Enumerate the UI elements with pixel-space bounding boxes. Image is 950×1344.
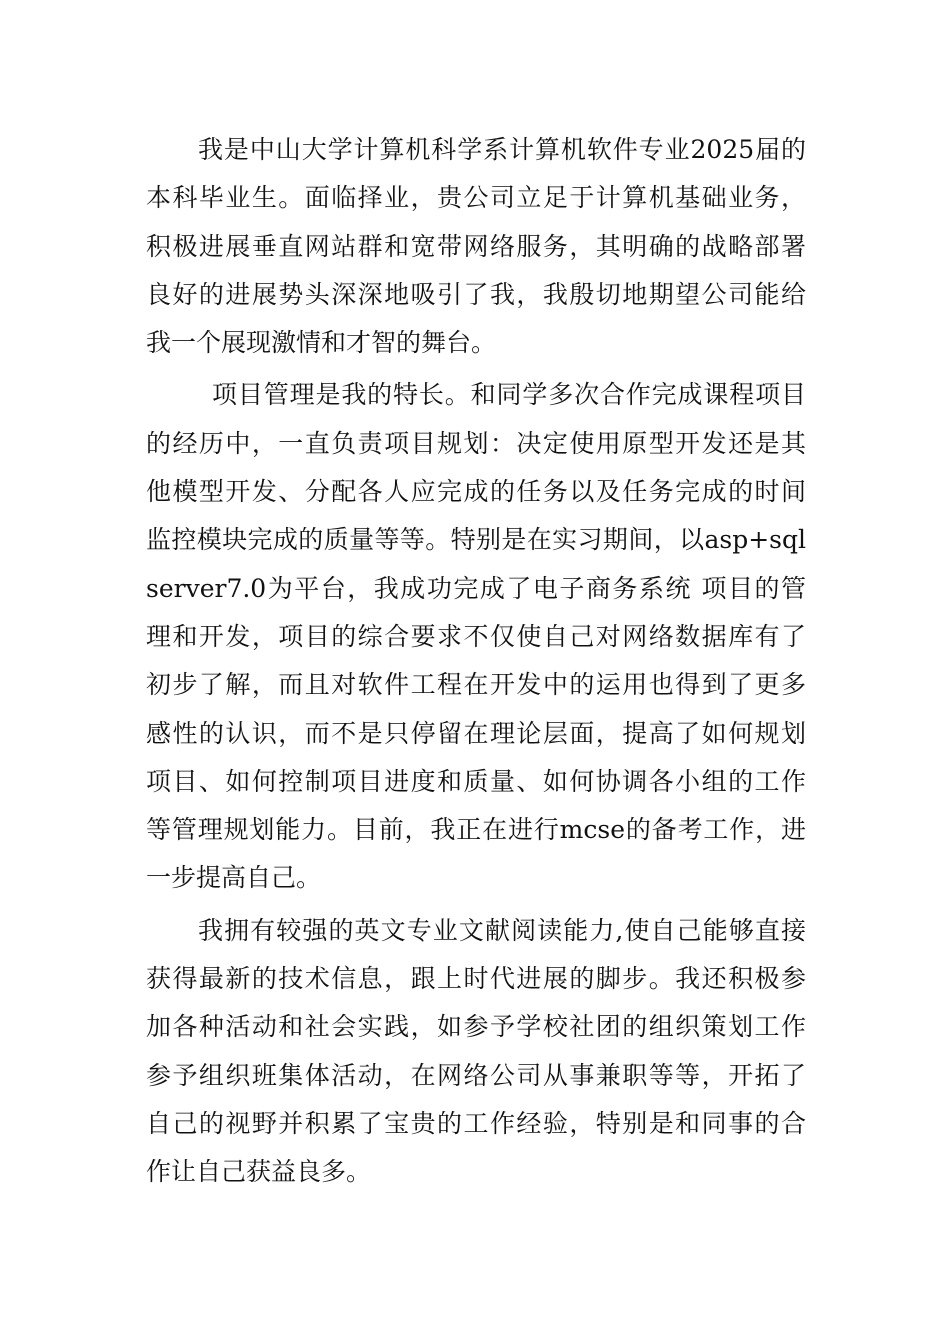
paragraph-line: server7.0为平台，我成功完成了电子商务系统 项目的管 [146,573,806,603]
paragraph-line: 我是中山大学计算机科学系计算机软件专业2025届的 [198,135,806,164]
paragraph-line: 等管理规划能力。目前，我正在进行mcse的备考工作，进 [146,815,806,845]
paragraph-line: 获得最新的技术信息，跟上时代进展的脚步。我还积极参 [146,964,806,994]
paragraph-line: 本科毕业生。面临择业，贵公司立足于计算机基础业务， [146,183,806,213]
paragraph-english-ability [146,907,806,1197]
paragraph-intro [146,126,806,367]
paragraph-line: 他模型开发、分配各人应完成的任务以及任务完成的时间 [146,477,806,507]
paragraph-line: 作让自己获益良多。 [146,1157,372,1187]
paragraph-line: 项目、如何控制项目进度和质量、如何协调各小组的工作 [146,766,806,796]
paragraph-line: 感性的认识，而不是只停留在理论层面，提高了如何规划 [146,718,806,748]
paragraph-line: 良好的进展势头深深地吸引了我，我殷切地期望公司能给 [146,279,806,309]
paragraph-line: 我拥有较强的英文专业文献阅读能力,使自己能够直接 [198,915,806,945]
paragraph-line: 一步提高自己。 [146,863,322,893]
paragraph-line: 的经历中，一直负责项目规划：决定使用原型开发还是其 [146,428,806,458]
paragraph-project-management [146,371,806,902]
paragraph-line: 积极进展垂直网站群和宽带网络服务，其明确的战略部署 [146,231,806,261]
paragraph-line: 监控模块完成的质量等等。特别是在实习期间，以asp+sql [146,525,806,555]
document-body [146,126,806,1197]
paragraph-line: 项目管理是我的特长。和同学多次合作完成课程项目 [212,380,806,410]
paragraph-line: 加各种活动和社会实践，如参予学校社团的组织策划工作 [146,1012,806,1042]
paragraph-line: 参予组织班集体活动，在网络公司从事兼职等等，开拓了 [146,1060,806,1090]
paragraph-line: 理和开发，项目的综合要求不仅使自己对网络数据库有了 [146,621,806,651]
paragraph-line: 初步了解，而且对软件工程在开发中的运用也得到了更多 [146,670,806,700]
paragraph-line: 自己的视野并积累了宝贵的工作经验，特别是和同事的合 [146,1108,806,1138]
paragraph-line: 我一个展现激情和才智的舞台。 [146,328,497,358]
